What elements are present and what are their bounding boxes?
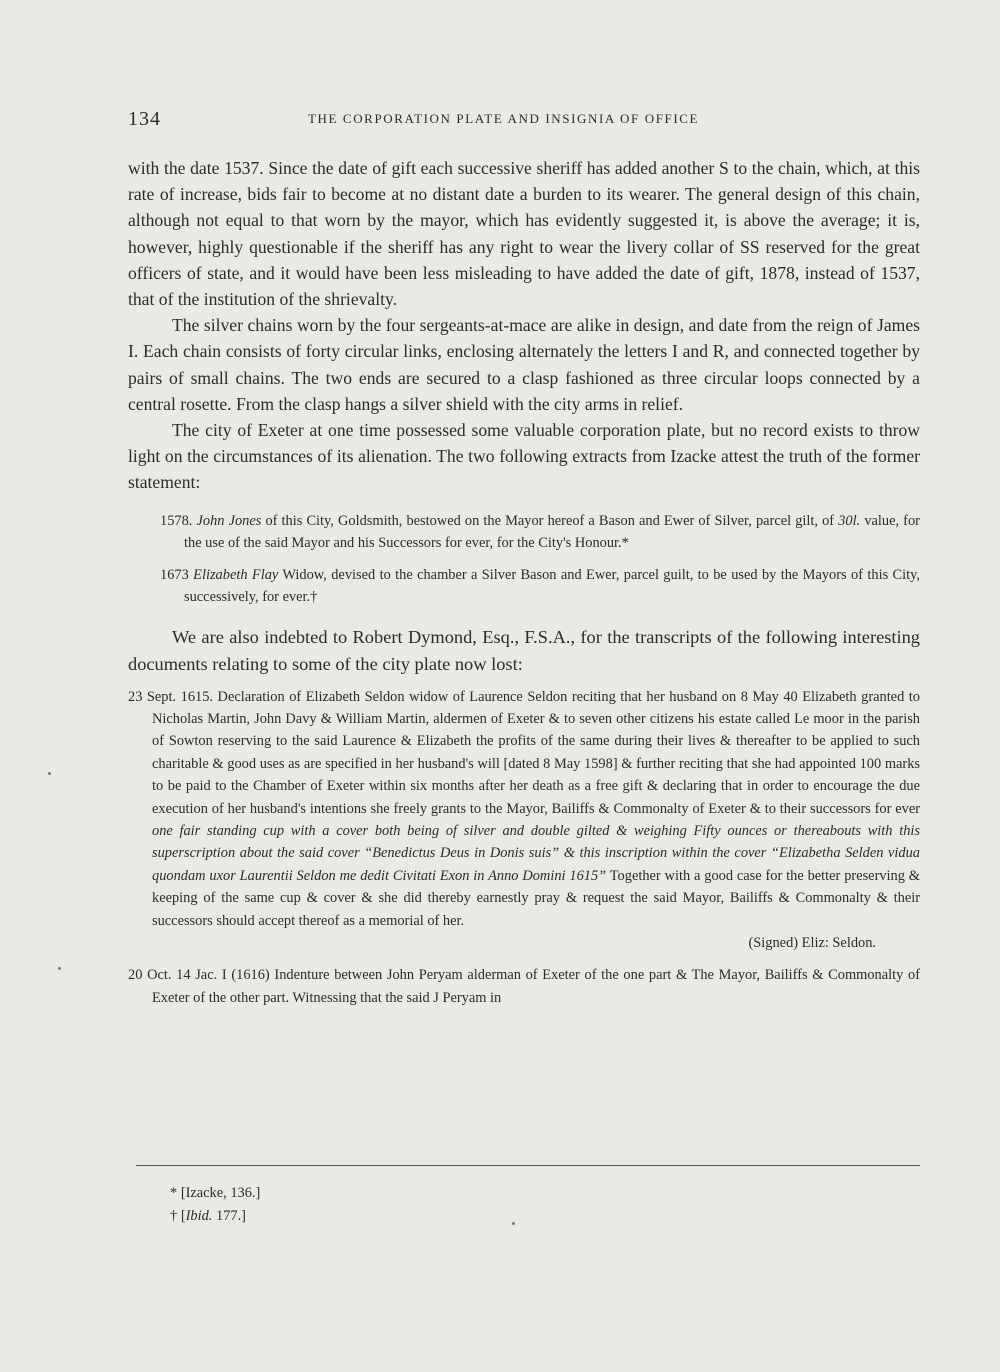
paragraph-corporation-plate: The city of Exeter at one time possessed some valuable corporation plate, but no record exists to throw light on the circumstances of its alienation. The two following extracts from Izacke attest the truth of the former statement: — [128, 420, 920, 493]
signature: (Signed) Eliz: Seldon. — [748, 935, 876, 952]
document-1616: 20 Oct. 14 Jac. I (1616) Indenture between John Peryam alderman of Exeter of the one part & The Mayor, Bailiffs & Commonalty of Exeter of the other part. Witnessing that the said J Peryam in — [128, 967, 920, 1006]
paragraph-sergeants-chains: The silver chains worn by the four sergeants-at-mace are alike in design, and date from the reign of James I. Each chain consists of forty circular links, enclosing alternately the letters I and R, and connected together by pairs of small chains. The two ends are secured to a clasp fashioned as three circular loops connected by a central rosette. From the clasp hangs a silver shield with the city arms in relief. — [128, 315, 920, 414]
document-1615: 23 Sept. 1615. Declaration of Elizabeth Seldon widow of Laurence Seldon reciting that her husband on 8 May 40 Elizabeth granted to Nicholas Martin, John Davy & William Martin, aldermen of Exeter & to seven other citizens his estate called Le moor in the parish of Sowton reserving to the said Laurence & Elizabeth the profits of the same during their lives & thereafter to be applied to such charitable & good uses as are specified in her husband's will [dated 8 May 1598] & further reciting that she had appointed 100 marks to be paid to the Chamber of Exeter within six months after her death as a free gift & declaring that in order to encourage the due execution of her husband's intentions she freely grants to the Mayor, Bailiffs & Commonalty of Exeter & to their successors for ever one fair standing cup with a cover both being of silver and double gilted & weighing Fifty ounces or thereabouts with this superscription about the said cover “Benedictus Deus in Donis suis” & this inscription within the cover “Elizabetha Selden vidua quondam uxor Laurentii Seldon me dedit Civitati Exon in Anno Domini 1615” Together with a good case for the better preserving & keeping of the same cup & cover & she did thereby earnestly pray & request the said Mayor, Bailiffs & Commonalty & their successors should accept thereof as a memorial of her. — [128, 688, 920, 929]
page-speck — [512, 1222, 515, 1225]
page-number: 134 — [128, 108, 161, 130]
extract-1673: 1673 Elizabeth Flay Widow, devised to the chamber a Silver Bason and Ewer, parcel guilt, to be used by the Mayors of this City, successively, for ever.† — [160, 566, 921, 605]
footnote-rule — [136, 1165, 920, 1166]
running-title: THE CORPORATION PLATE AND INSIGNIA OF OFFICE — [308, 111, 700, 126]
extract-year: 1673 — [160, 566, 189, 583]
page-speck — [58, 967, 61, 970]
body-text — [128, 155, 920, 1009]
extract-year: 1578. — [160, 512, 193, 529]
document-date: 20 Oct. 14 Jac. I (1616) — [128, 967, 270, 984]
footnote-1: * [Izacke, 136.] — [170, 1185, 261, 1201]
paragraph-dymond-transcripts: We are also indebted to Robert Dymond, Esq., F.S.A., for the transcripts of the following interesting documents relating to some of the city plate now lost: — [128, 626, 920, 674]
footnotes — [170, 1182, 260, 1228]
extract-value: 30l. — [838, 512, 861, 529]
paragraph-sheriff-chain: with the date 1537. Since the date of gift each successive sheriff has added another S to the chain, which, at this rate of increase, bids fair to become at no distant date a burden to its wearer. The general design of this chain, although not equal to that worn by the mayor, which has evidently suggested it, is above the average; it is, however, highly questionable if the sheriff has any right to wear the livery collar of SS reserved for the great officers of state, and it would have been less misleading to have added the date of gift, 1878, instead of 1537, that of the institution of the shrievalty. — [128, 158, 920, 310]
page-header — [128, 108, 920, 132]
extract-name: John Jones — [196, 512, 262, 529]
footnote-2: † [Ibid. 177.] — [170, 1208, 246, 1224]
page-speck — [48, 772, 51, 775]
document-date: 23 Sept. 1615. — [128, 688, 214, 705]
extract-name: Elizabeth Flay — [193, 566, 279, 583]
extract-1578: 1578. John Jones of this City, Goldsmith, bestowed on the Mayor hereof a Bason and Ewer of Silver, parcel gilt, of 30l. value, for the use of the said Mayor and his Successors for ever, for the City's Honour.* — [160, 512, 920, 551]
